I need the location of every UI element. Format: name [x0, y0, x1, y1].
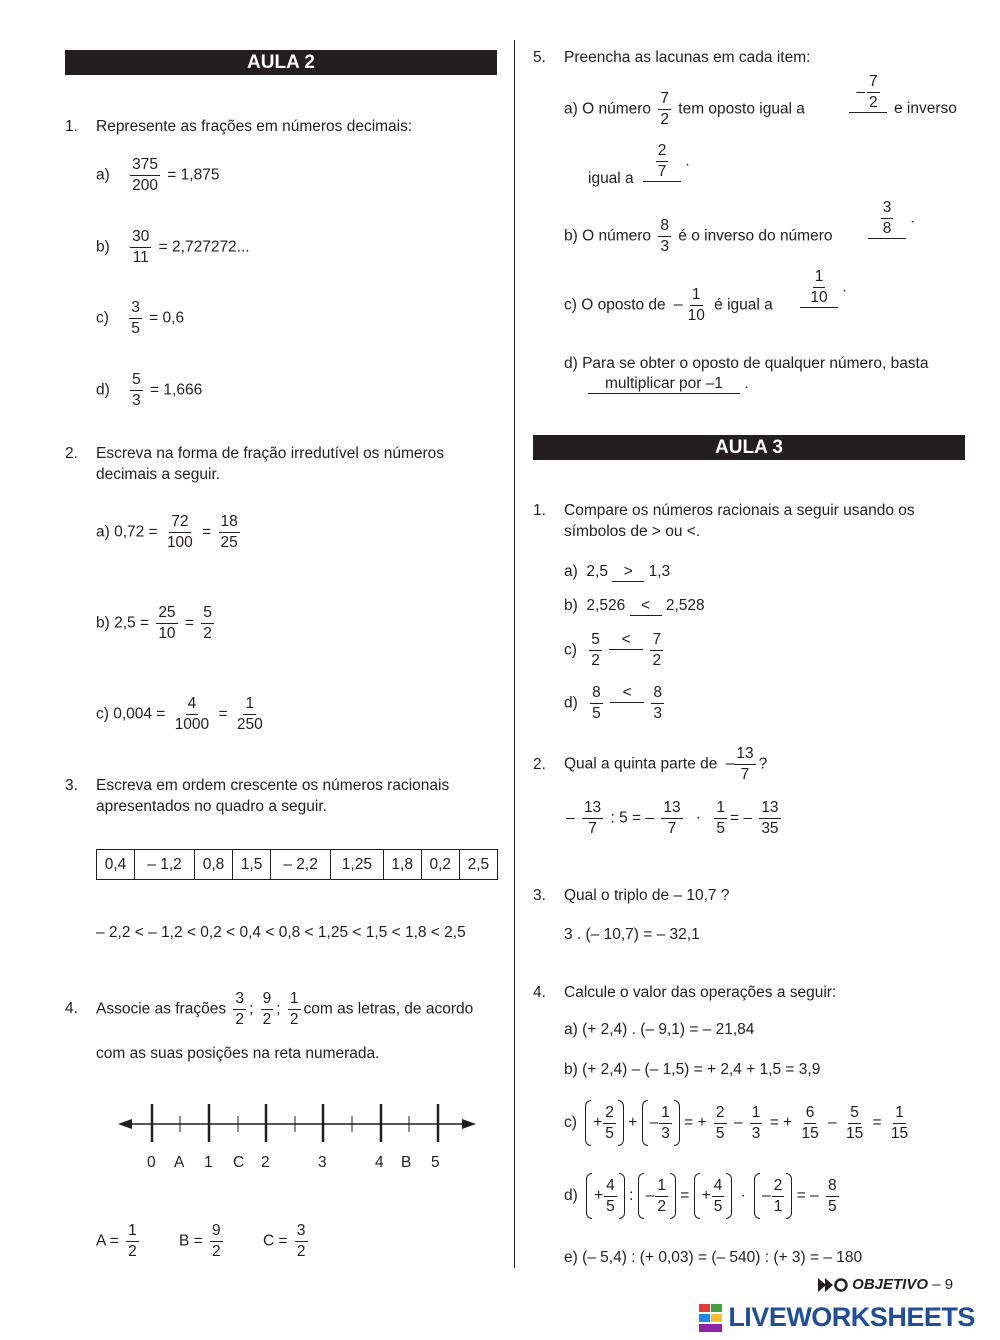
- a3-q1-item-d: d) $\frac{8}{5}$ < $\frac{8}{3}$: [564, 684, 662, 722]
- q2-number: 2.: [65, 445, 78, 462]
- q1-prompt: Represente as frações em números decimais:: [96, 118, 413, 135]
- a3-q4-number: 4.: [533, 984, 546, 1001]
- tick-label: B: [401, 1154, 412, 1171]
- q5-item-c: c) O oposto de – $\frac{1}{10}$ é igual a: [564, 286, 773, 324]
- tick-label: 1: [204, 1154, 213, 1171]
- q5-b-answer: $\frac{3}{8}$ .: [868, 199, 915, 239]
- tick-label: 2: [261, 1154, 270, 1171]
- q3-number: 3.: [65, 777, 78, 794]
- q4-answer-b: B = $\frac{9}{2}$: [179, 1222, 221, 1260]
- a3-q4-item-c: c) + $\frac{2}{5}$ + – 1 3 = + $\frac{2}{5}$ – $\frac{1}{3}$ = + $\frac{6}{15}$ – $\frac{5}{15}$ = $\frac{1}{15}$: [564, 1100, 913, 1146]
- q5-c-answer: $\frac{1}{10}$ .: [800, 268, 847, 308]
- a3-q4-item-a: a) (+ 2,4) . (– 9,1) = – 21,84: [564, 1021, 755, 1038]
- q4-prompt: Associe as frações $\frac{3}{2}$ ; $\frac{9}{2}$ ; $\frac{1}{2}$ com as letras, de acordo: [96, 990, 474, 1028]
- q5-item-a: a) O número $\frac{7}{2}$ tem oposto igual a: [564, 90, 805, 128]
- a3-q2-work: – $\frac{13}{7}$ : 5 = – $\frac{13}{7}$ · $\frac{1}{5}$ = – $\frac{13}{35}$: [566, 799, 779, 837]
- q5-item-b: b) O número $\frac{8}{3}$ é o inverso do número: [564, 217, 833, 255]
- q4-number: 4.: [65, 1000, 78, 1017]
- tick-label: 5: [431, 1154, 440, 1171]
- q3-prompt-line2: apresentados no quadro a seguir.: [96, 798, 327, 815]
- q5-d-answer: multiplicar por –1 .: [588, 375, 749, 394]
- a3-q1-prompt-line1: Compare os números racionais a seguir usando os: [564, 502, 915, 519]
- a3-q4-item-d: d) + $\frac{4}{5}$ : – 1 2 = + $\frac{4}{5}$ · – 2 1 = – $\frac{8}{5}$: [564, 1173, 842, 1219]
- footer-brand: OBJETIVO – 9: [818, 1276, 953, 1293]
- aula2-header: AULA 2: [65, 50, 497, 75]
- q1-item-b: b) $\frac{30}{11}$ = 2,727272...: [96, 228, 250, 266]
- q1-number: 1.: [65, 118, 78, 135]
- liveworksheets-watermark: LIVEWORKSHEETS: [698, 1302, 975, 1333]
- a3-q1-item-b: b) 2,526 < 2,528: [564, 597, 705, 614]
- a3-q2-number: 2.: [533, 756, 546, 773]
- q1-item-d: d) $\frac{5}{3}$ = 1,666: [96, 371, 203, 409]
- a3-q2-prompt: Qual a quinta parte de – $\frac{13}{7}$ ?: [564, 745, 768, 783]
- q4-answer-c: C = $\frac{3}{2}$: [263, 1222, 306, 1260]
- box-cell: – 2,2: [271, 850, 331, 880]
- box-cell: – 1,2: [135, 850, 195, 880]
- a3-q1-item-c: c) $\frac{5}{2}$ < $\frac{7}{2}$: [564, 631, 662, 669]
- tick-label: 3: [318, 1154, 327, 1171]
- q2-item-b: b) 2,5 = $\frac{25}{10}$ = $\frac{5}{2}$: [96, 604, 212, 642]
- q5-a2-lead: igual a: [588, 170, 634, 187]
- q2-item-a: a) 0,72 = $\frac{72}{100}$ = $\frac{18}{25}$: [96, 513, 238, 551]
- a3-q4-item-e: e) (– 5,4) : (+ 0,03) = (– 540) : (+ 3) = – 180: [564, 1249, 863, 1266]
- tick-label: C: [233, 1154, 245, 1171]
- tick-label: 4: [375, 1154, 384, 1171]
- a3-q4-prompt: Calcule o valor das operações a seguir:: [564, 984, 837, 1001]
- box-cell: 1,5: [233, 850, 271, 880]
- q5-number: 5.: [533, 49, 546, 66]
- q5-a-answer: – $\frac{7}{2}$: [849, 73, 887, 113]
- q2-prompt-line1: Escreva na forma de fração irredutível os números: [96, 445, 445, 462]
- column-divider: [514, 40, 515, 1268]
- q3-answer: – 2,2 < – 1,2 < 0,2 < 0,4 < 0,8 < 1,25 < 1,5 < 1,8 < 2,5: [96, 924, 466, 941]
- number-line: [110, 1100, 490, 1150]
- a3-q3-answer: 3 . (– 10,7) = – 32,1: [564, 926, 700, 943]
- objetivo-logo-icon: [818, 1278, 848, 1292]
- q5-prompt: Preencha as lacunas em cada item:: [564, 49, 811, 66]
- a3-q1-prompt-line2: símbolos de > ou <.: [564, 523, 701, 540]
- box-cell: 0,4: [97, 850, 135, 880]
- q2-item-c: c) 0,004 = $\frac{4}{1000}$ = $\frac{1}{250}$: [96, 695, 263, 733]
- q1-item-a: a) $\frac{375}{200}$ = 1,875: [96, 156, 220, 194]
- tick-label: A: [174, 1154, 185, 1171]
- box-cell: 1,25: [331, 850, 384, 880]
- liveworksheets-logo-icon: [698, 1303, 724, 1333]
- a3-q3-prompt: Qual o triplo de – 10,7 ?: [564, 887, 730, 904]
- tick-label: 0: [147, 1154, 156, 1171]
- q4-prompt-line2: com as suas posições na reta numerada.: [96, 1045, 380, 1062]
- q3-number-box: [96, 849, 498, 880]
- a3-q3-number: 3.: [533, 887, 546, 904]
- q5-item-d: d) Para se obter o oposto de qualquer número, basta: [564, 355, 929, 372]
- q5-a2-answer: $\frac{2}{7}$ .: [643, 142, 690, 182]
- box-cell: 1,8: [383, 850, 421, 880]
- q1-item-c: c) $\frac{3}{5}$ = 0,6: [96, 299, 185, 337]
- aula3-header: AULA 3: [533, 435, 965, 460]
- q5-a-tail: e inverso: [894, 100, 957, 117]
- box-cell: 2,5: [459, 850, 497, 880]
- a3-q1-item-a: a) 2,5 > 1,3: [564, 563, 671, 580]
- q3-prompt-line1: Escreva em ordem crescente os números racionais: [96, 777, 450, 794]
- q4-answer-a: A = $\frac{1}{2}$: [96, 1222, 137, 1260]
- a3-q4-item-b: b) (+ 2,4) – (– 1,5) = + 2,4 + 1,5 = 3,9: [564, 1061, 821, 1078]
- box-cell: 0,2: [421, 850, 459, 880]
- q2-prompt-line2: decimais a seguir.: [96, 466, 221, 483]
- a3-q1-number: 1.: [533, 502, 546, 519]
- box-cell: 0,8: [194, 850, 232, 880]
